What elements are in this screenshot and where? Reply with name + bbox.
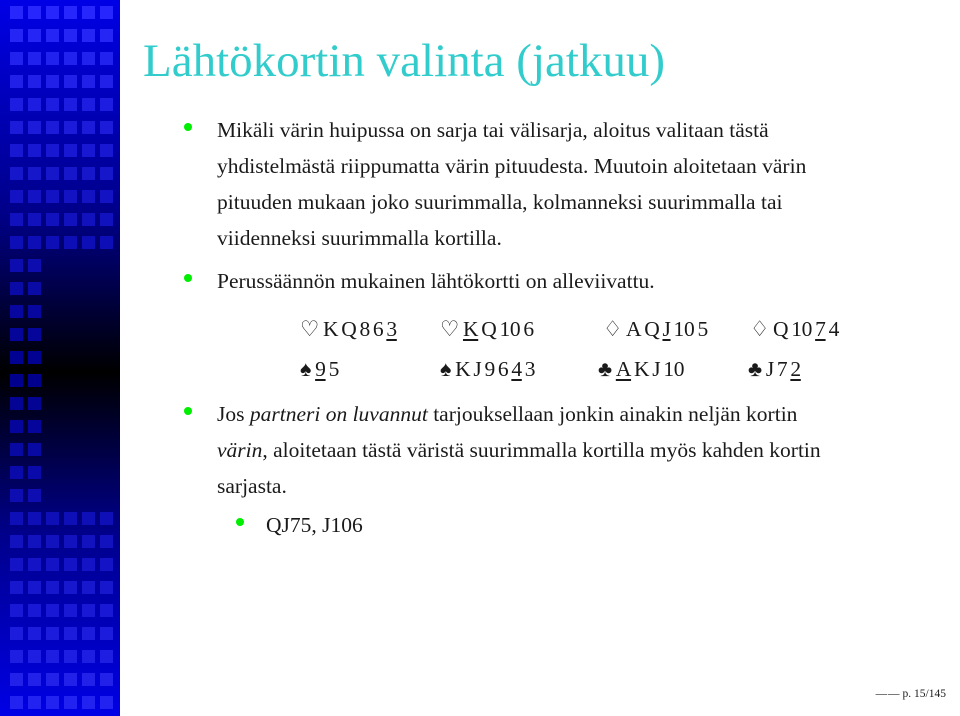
lead-card: 9 bbox=[315, 357, 326, 381]
band-square bbox=[28, 512, 41, 525]
band-square bbox=[10, 443, 23, 456]
band-square bbox=[28, 489, 41, 502]
band-square bbox=[28, 236, 41, 249]
spade-suit-icon: ♠ bbox=[300, 357, 312, 381]
band-square bbox=[28, 213, 41, 226]
band-square bbox=[46, 696, 59, 709]
band-square bbox=[28, 558, 41, 571]
band-square bbox=[46, 6, 59, 19]
diamond-suit-icon: ♢ bbox=[750, 317, 769, 341]
band-square bbox=[46, 190, 59, 203]
band-square bbox=[28, 443, 41, 456]
band-square bbox=[28, 673, 41, 686]
band-square bbox=[64, 29, 77, 42]
band-square bbox=[64, 673, 77, 686]
band-square bbox=[64, 98, 77, 111]
bullet-3-text bbox=[217, 396, 821, 504]
band-square bbox=[10, 259, 23, 272]
band-square bbox=[10, 535, 23, 548]
band-square bbox=[10, 213, 23, 226]
bullet-2-text bbox=[217, 263, 655, 299]
band-square bbox=[46, 236, 59, 249]
band-square bbox=[82, 673, 95, 686]
hand-spade bbox=[300, 356, 342, 382]
band-square bbox=[10, 696, 23, 709]
band-square bbox=[64, 121, 77, 134]
emphasis-text: partneri on luvannut bbox=[249, 402, 428, 426]
band-square bbox=[82, 52, 95, 65]
card: 10 bbox=[663, 357, 685, 381]
sub-bullet-line: QJ75, J106 bbox=[266, 513, 363, 537]
lead-card: J bbox=[662, 317, 671, 341]
band-square bbox=[46, 535, 59, 548]
card: Q bbox=[481, 317, 497, 341]
band-square bbox=[28, 305, 41, 318]
band-square bbox=[28, 328, 41, 341]
hand-club bbox=[748, 356, 804, 382]
band-square bbox=[10, 282, 23, 295]
band-square bbox=[28, 52, 41, 65]
band-square bbox=[100, 190, 113, 203]
band-square bbox=[46, 512, 59, 525]
bullet-2-line: Perussäännön mukainen lähtökortti on alleviivattu. bbox=[217, 269, 655, 293]
band-square bbox=[28, 420, 41, 433]
text-run: , aloitetaan tästä väristä suurimmalla kortilla myös kahden kortin bbox=[262, 438, 821, 462]
band-square bbox=[10, 351, 23, 364]
band-square bbox=[82, 144, 95, 157]
bullet-3-line-3: sarjasta. bbox=[217, 474, 287, 498]
lead-card: 3 bbox=[386, 317, 397, 341]
band-square bbox=[10, 98, 23, 111]
band-square bbox=[46, 673, 59, 686]
band-square bbox=[10, 52, 23, 65]
bullet-1-line: yhdistelmästä riippumatta värin pituudesta. Muutoin aloitetaan värin bbox=[217, 154, 807, 178]
band-square bbox=[28, 144, 41, 157]
card: J bbox=[765, 357, 774, 381]
band-square bbox=[100, 52, 113, 65]
band-square bbox=[82, 121, 95, 134]
card: 10 bbox=[499, 317, 521, 341]
band-square bbox=[10, 144, 23, 157]
band-square bbox=[64, 144, 77, 157]
card: 9 bbox=[484, 357, 495, 381]
band-square bbox=[28, 190, 41, 203]
bullet-dot bbox=[184, 123, 192, 131]
band-square bbox=[10, 374, 23, 387]
bullet-1-line: Mikäli värin huipussa on sarja tai välisarja, aloitus valitaan tästä bbox=[217, 118, 769, 142]
hand-heart bbox=[440, 316, 537, 342]
band-square bbox=[28, 535, 41, 548]
band-square bbox=[10, 604, 23, 617]
band-square bbox=[28, 282, 41, 295]
band-square bbox=[64, 6, 77, 19]
lead-card: A bbox=[615, 357, 632, 381]
card: 6 bbox=[497, 357, 509, 381]
slide-title: Lähtökortin valinta (jatkuu) bbox=[143, 35, 666, 87]
band-square bbox=[82, 604, 95, 617]
band-square bbox=[10, 466, 23, 479]
band-square bbox=[100, 75, 113, 88]
text-run: tarjouksellaan jonkin ainakin neljän kortin bbox=[427, 402, 798, 426]
band-square bbox=[82, 558, 95, 571]
club-suit-icon: ♣ bbox=[748, 357, 762, 381]
card: 6 bbox=[523, 317, 534, 341]
band-square bbox=[10, 190, 23, 203]
hand-heart bbox=[300, 316, 400, 342]
band-square bbox=[46, 213, 59, 226]
card: K bbox=[634, 357, 650, 381]
band-square bbox=[100, 29, 113, 42]
band-square bbox=[64, 236, 77, 249]
hand-diamond bbox=[750, 316, 842, 342]
spade-suit-icon: ♠ bbox=[440, 357, 452, 381]
band-square bbox=[28, 351, 41, 364]
bullet-dot bbox=[184, 274, 192, 282]
band-square bbox=[28, 466, 41, 479]
page-indicator bbox=[876, 688, 946, 700]
diamond-suit-icon: ♢ bbox=[603, 317, 622, 341]
card: K bbox=[322, 317, 339, 341]
band-square bbox=[100, 696, 113, 709]
band-square bbox=[10, 328, 23, 341]
band-square bbox=[82, 167, 95, 180]
band-square bbox=[82, 236, 95, 249]
band-square bbox=[28, 374, 41, 387]
band-square bbox=[46, 98, 59, 111]
band-square bbox=[46, 167, 59, 180]
band-square bbox=[10, 6, 23, 19]
band-square bbox=[100, 98, 113, 111]
page-nav-arrows[interactable]: — — bbox=[875, 688, 899, 700]
hand-club bbox=[598, 356, 687, 382]
bullet-1-line: pituuden mukaan joko suurimmalla, kolmanneksi suurimmalla tai bbox=[217, 190, 783, 214]
band-square bbox=[28, 121, 41, 134]
band-square bbox=[64, 535, 77, 548]
band-square bbox=[82, 512, 95, 525]
band-square bbox=[64, 558, 77, 571]
card: 3 bbox=[524, 357, 536, 381]
heart-suit-icon: ♡ bbox=[300, 317, 319, 341]
band-square bbox=[64, 213, 77, 226]
band-square bbox=[46, 650, 59, 663]
band-square bbox=[82, 535, 95, 548]
band-square bbox=[100, 213, 113, 226]
band-square bbox=[28, 167, 41, 180]
band-square bbox=[100, 121, 113, 134]
band-square bbox=[82, 696, 95, 709]
band-square bbox=[10, 512, 23, 525]
band-square bbox=[82, 29, 95, 42]
band-square bbox=[28, 627, 41, 640]
bullet-dot bbox=[184, 407, 192, 415]
lead-card: 7 bbox=[815, 317, 826, 341]
bullet-1-line: viidenneksi suurimmalla kortilla. bbox=[217, 226, 502, 250]
band-square bbox=[100, 512, 113, 525]
lead-card: 4 bbox=[511, 357, 522, 381]
band-square bbox=[100, 627, 113, 640]
band-square bbox=[82, 627, 95, 640]
emphasis-text: värin bbox=[217, 438, 263, 462]
card: J bbox=[652, 357, 661, 381]
hand-diamond bbox=[603, 316, 711, 342]
band-square bbox=[100, 650, 113, 663]
card: Q bbox=[341, 317, 357, 341]
band-square bbox=[100, 558, 113, 571]
card: 10 bbox=[791, 317, 813, 341]
band-square bbox=[10, 558, 23, 571]
band-square bbox=[10, 650, 23, 663]
club-suit-icon: ♣ bbox=[598, 357, 612, 381]
band-square bbox=[46, 627, 59, 640]
band-square bbox=[100, 604, 113, 617]
band-square bbox=[82, 213, 95, 226]
band-square bbox=[28, 650, 41, 663]
band-square bbox=[82, 581, 95, 594]
card: 10 bbox=[673, 317, 695, 341]
bullet-dot bbox=[236, 518, 244, 526]
band-square bbox=[28, 604, 41, 617]
band-square bbox=[10, 581, 23, 594]
band-square bbox=[10, 29, 23, 42]
band-square bbox=[46, 29, 59, 42]
band-square bbox=[10, 420, 23, 433]
band-square bbox=[28, 75, 41, 88]
lead-card: K bbox=[462, 317, 479, 341]
band-square bbox=[28, 98, 41, 111]
band-square bbox=[10, 627, 23, 640]
band-square bbox=[10, 121, 23, 134]
band-square bbox=[64, 512, 77, 525]
band-square bbox=[28, 581, 41, 594]
band-square bbox=[28, 6, 41, 19]
band-square bbox=[100, 535, 113, 548]
band-square bbox=[100, 673, 113, 686]
band-square bbox=[10, 489, 23, 502]
band-square bbox=[100, 6, 113, 19]
card: J bbox=[473, 357, 482, 381]
band-square bbox=[46, 581, 59, 594]
bullet-1-text bbox=[217, 112, 806, 256]
band-square bbox=[28, 259, 41, 272]
band-square bbox=[28, 29, 41, 42]
card: 5 bbox=[697, 317, 708, 341]
band-square bbox=[64, 650, 77, 663]
band-square bbox=[28, 397, 41, 410]
card: 6 bbox=[372, 317, 384, 341]
sub-bullet-text bbox=[266, 507, 363, 543]
band-square bbox=[46, 121, 59, 134]
card: 8 bbox=[359, 317, 370, 341]
band-square bbox=[64, 167, 77, 180]
band-square bbox=[64, 75, 77, 88]
band-square bbox=[10, 397, 23, 410]
bullet-3-line-1 bbox=[217, 396, 821, 432]
card: 4 bbox=[828, 317, 840, 341]
band-square bbox=[82, 98, 95, 111]
band-square bbox=[82, 650, 95, 663]
card: Q bbox=[644, 317, 660, 341]
card: K bbox=[455, 357, 471, 381]
band-square bbox=[82, 75, 95, 88]
band-square bbox=[10, 673, 23, 686]
band-square bbox=[10, 167, 23, 180]
band-square bbox=[10, 75, 23, 88]
band-square bbox=[100, 236, 113, 249]
card: 7 bbox=[776, 357, 788, 381]
band-square bbox=[64, 696, 77, 709]
band-square bbox=[46, 52, 59, 65]
heart-suit-icon: ♡ bbox=[440, 317, 459, 341]
page-number: p. 15/145 bbox=[902, 688, 946, 700]
card: A bbox=[625, 317, 642, 341]
band-square bbox=[28, 696, 41, 709]
band-square bbox=[46, 144, 59, 157]
band-square bbox=[46, 75, 59, 88]
band-square bbox=[64, 190, 77, 203]
band-square bbox=[100, 144, 113, 157]
band-square bbox=[64, 581, 77, 594]
hand-spade bbox=[440, 356, 538, 382]
bullet-3-line-2 bbox=[217, 432, 821, 468]
side-band-squares bbox=[0, 0, 120, 716]
band-square bbox=[46, 604, 59, 617]
card: Q bbox=[772, 317, 789, 341]
band-square bbox=[100, 581, 113, 594]
band-square bbox=[46, 558, 59, 571]
band-square bbox=[64, 604, 77, 617]
band-square bbox=[10, 305, 23, 318]
band-square bbox=[64, 52, 77, 65]
card: 5 bbox=[328, 357, 340, 381]
band-square bbox=[10, 236, 23, 249]
band-square bbox=[82, 6, 95, 19]
lead-card: 2 bbox=[790, 357, 801, 381]
band-square bbox=[82, 190, 95, 203]
text-run: Jos bbox=[217, 402, 250, 426]
band-square bbox=[64, 627, 77, 640]
band-square bbox=[100, 167, 113, 180]
